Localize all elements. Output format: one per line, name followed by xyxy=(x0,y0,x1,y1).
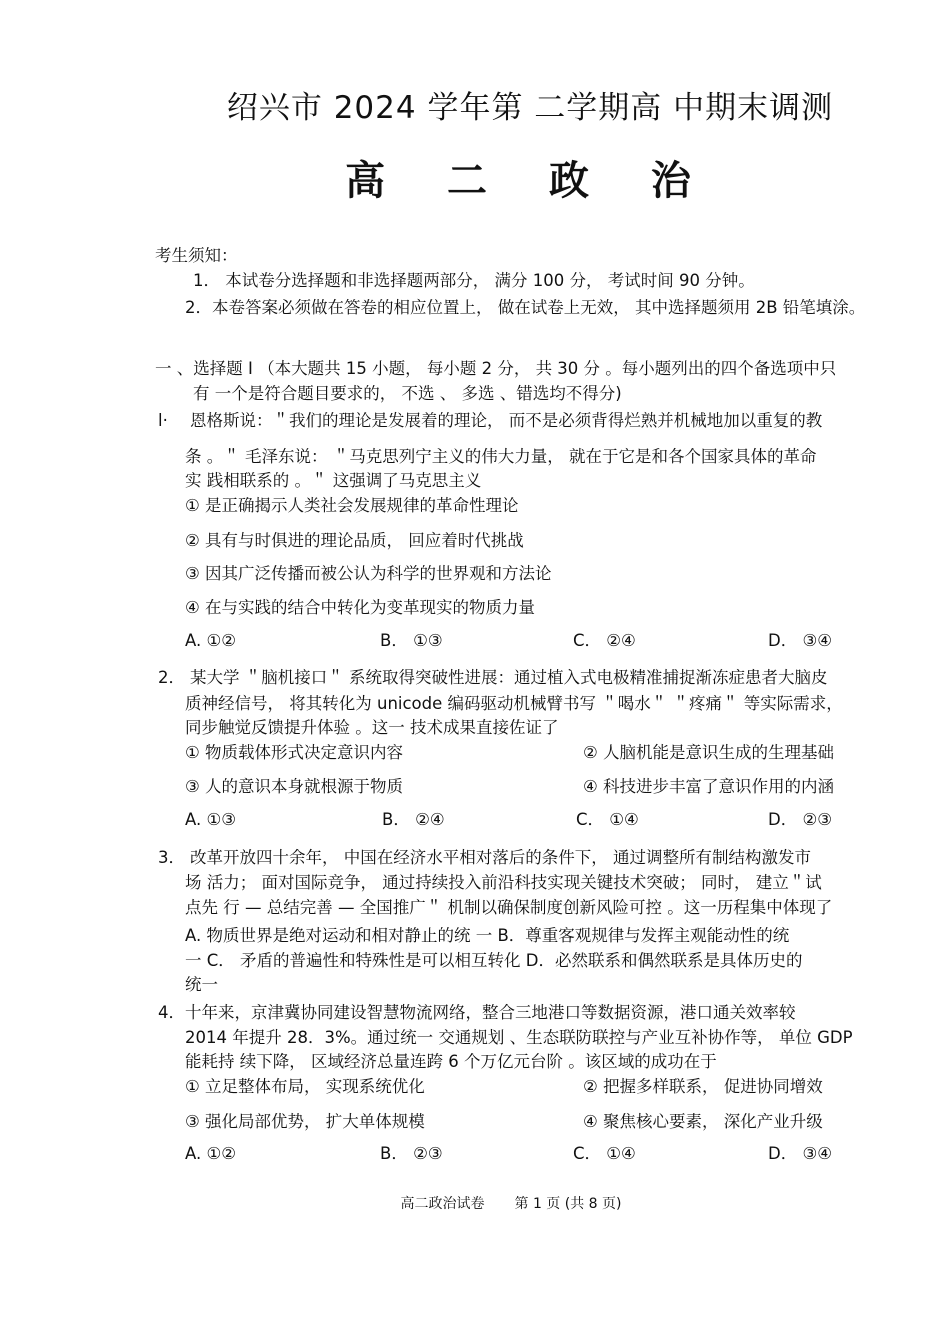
notice-heading: 考生须知： xyxy=(155,246,238,265)
q4-option-a: A. ①② xyxy=(185,1144,237,1163)
footer-page-info: 第 1 页 (共 8 页) xyxy=(514,1196,622,1212)
q1-option-c: C． ②④ xyxy=(573,631,636,650)
q4-statement-4: ④ 聚焦核心要素， 深化产业升级 xyxy=(583,1112,823,1131)
q1-statement-1: ① 是正确揭示人类社会发展规律的革命性理论 xyxy=(185,496,519,515)
q4-number: 4． xyxy=(158,1003,185,1022)
q3-stem-line2: 场 活力； 面对国际竞争， 通过持续投入前沿科技实现关键技术突破； 同时， 建立＂试 xyxy=(185,873,822,892)
q2-statement-1: ① 物质载体形式决定意识内容 xyxy=(185,743,404,762)
section-heading-line1: 一 、选择题 I （本大题共 15 小题， 每小题 2 分， 共 30 分 。每小题列出的四个备选项中只 xyxy=(155,359,837,378)
subject-title: 高 二 政 治 xyxy=(345,158,715,204)
q4-option-c: C． ①④ xyxy=(573,1144,636,1163)
q3-stem-line3: 点先 行 — 总结完善 — 全国推广＂ 机制以确保制度创新风险可控 。这一历程集中体现了 xyxy=(185,898,833,917)
q4-option-d: D． ③④ xyxy=(768,1144,833,1163)
q2-stem-line2: 质神经信号， 将其转化为 unicode 编码驱动机械臂书写 ＂喝水＂ ＂疼痛＂ 等实际需求， xyxy=(185,694,843,713)
q4-statement-2: ② 把握多样联系， 促进协同增效 xyxy=(583,1077,823,1096)
q4-stem-line2: 2014 年提升 28．3%。通过统一 交通规划 、生态联防联控与产业互补协作等， 单位 GDP xyxy=(185,1028,853,1047)
q3-number: 3． xyxy=(158,848,185,867)
q1-option-a: A. ①② xyxy=(185,631,237,650)
q2-statement-2: ② 人脑机能是意识生成的生理基础 xyxy=(583,743,835,762)
q1-statement-2: ② 具有与时俱进的理论品质， 回应着时代挑战 xyxy=(185,531,524,550)
q1-stem-line2: 条 。＂ 毛泽东说： ＂马克思列宁主义的伟大力量， 就在于它是和各个国家具体的革命 xyxy=(185,447,817,466)
q4-stem-line1: 十年来，京津冀协同建设智慧物流网络，整合三地港口等数据资源，港口通关效率较 xyxy=(185,1003,796,1022)
q3-options-line3: 统一 xyxy=(185,975,218,994)
q2-number: 2． xyxy=(158,668,185,687)
q1-number: l· xyxy=(158,411,168,430)
q1-statement-3: ③ 因其广泛传播而被公认为科学的世界观和方法论 xyxy=(185,564,552,583)
q2-option-c: C． ①④ xyxy=(576,810,639,829)
q2-option-d: D． ②③ xyxy=(768,810,833,829)
footer-exam-name: 高二政治试卷 xyxy=(400,1196,485,1212)
q2-stem-line1: 某大学 ＂脑机接口＂ 系统取得突破性进展：通过植入式电极精准捕捉渐冻症患者大脑皮 xyxy=(190,668,828,687)
q1-option-d: D． ③④ xyxy=(768,631,833,650)
q3-options-line2: 一 C． 矛盾的普遍性和特殊性是可以相互转化 D．必然联系和偶然联系是具体历史的 xyxy=(185,951,803,970)
q4-option-b: B． ②③ xyxy=(380,1144,443,1163)
q4-statement-3: ③ 强化局部优势， 扩大单体规模 xyxy=(185,1112,425,1131)
q3-stem-line1: 改革开放四十余年， 中国在经济水平相对落后的条件下， 通过调整所有制结构激发市 xyxy=(190,848,811,867)
q1-stem-line1: 恩格斯说：＂我们的理论是发展着的理论， 而不是必须背得烂熟并机械地加以重复的教 xyxy=(190,411,823,430)
q4-stem-line3: 能耗持 续下降， 区域经济总量连跨 6 个万亿元台阶 。该区域的成功在于 xyxy=(185,1052,717,1071)
notice-item-1: 1． 本试卷分选择题和非选择题两部分， 满分 100 分， 考试时间 90 分钟。 xyxy=(193,271,755,290)
notice-item-2: 2．本卷答案必须做在答卷的相应位置上， 做在试卷上无效， 其中选择题须用 2B 铅笔填涂。 xyxy=(185,298,866,317)
q2-statement-4: ④ 科技进步丰富了意识作用的内涵 xyxy=(583,777,835,796)
q1-stem-line3: 实 践相联系的 。＂ 这强调了马克思主义 xyxy=(185,471,482,490)
q1-option-b: B． ①③ xyxy=(380,631,443,650)
section-heading-line2: 有 一个是符合题目要求的， 不选 、 多选 、错选均不得分) xyxy=(193,384,622,403)
q2-stem-line3: 同步触觉反馈提升体验 。这一 技术成果直接佐证了 xyxy=(185,718,559,737)
exam-title: 绍兴市 2024 学年第 二学期高 中期末调测 xyxy=(226,90,834,126)
q4-statement-1: ① 立足整体布局， 实现系统优化 xyxy=(185,1077,425,1096)
q2-option-a: A. ①③ xyxy=(185,810,237,829)
page-footer xyxy=(0,1194,950,1214)
q2-statement-3: ③ 人的意识本身就根源于物质 xyxy=(185,777,404,796)
q1-statement-4: ④ 在与实践的结合中转化为变革现实的物质力量 xyxy=(185,598,536,617)
q2-option-b: B． ②④ xyxy=(382,810,445,829)
q3-options-line1: A. 物质世界是绝对运动和相对静止的统 一 B．尊重客观规律与发挥主观能动性的统 xyxy=(185,926,790,945)
